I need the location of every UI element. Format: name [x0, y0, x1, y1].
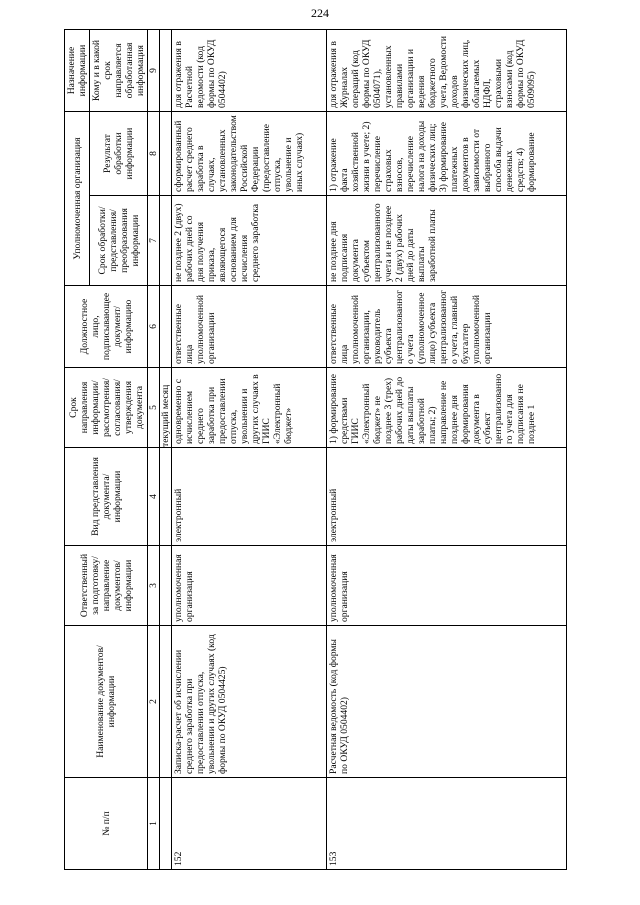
page-number: 224: [311, 6, 329, 20]
row-deadline: 1) формирование средствами ГИИС «Электронный бюджет» не позднее 3 (трех) рабочих дней до даты выплаты заработной платы; 2) направление не позднее дня формирования документа в субъект централизованного учета для подписания не позднее 1: [327, 368, 567, 448]
col-number: 5: [148, 368, 160, 448]
row-processing: не позднее дня подписания документа субъектом централизованного учета и не позднее 2 (двух) рабочих дней до даты выплаты заработной платы: [327, 196, 567, 286]
row-responsible: уполномоченная организация: [172, 546, 327, 626]
table-row: [172, 30, 327, 870]
header-processing: Срок обработки/ представления/ преобразования информации: [90, 196, 148, 286]
col-number: 7: [148, 196, 160, 286]
header-form: Вид представления документа/ информации: [65, 448, 148, 546]
header-destination: Кому и в какой срок направляется обработанная информация: [90, 30, 148, 112]
row-signer: ответственные лица уполномоченной организации: [172, 286, 327, 368]
col-number: 9: [148, 30, 160, 112]
row-destination: для отражения в Журналах операций (код формы по ОКУД 0504071), установленных правилами организации и ведения бюджетного учета, Ведомости доходов физических лиц, облагаемых НДФЛ, страховыми взносами (код формы по ОКУД 0509095): [327, 30, 567, 112]
header-deadline: Срок направления информации/ рассмотрения/ согласования/ утверждения документа: [65, 368, 148, 448]
document-table: [64, 29, 567, 870]
row-result: 1) отражение факта хозяйственной жизни в учете; 2) перечисление страховых взносов, перечисление налога на доходы физических лиц; 3) формирование платежных документов в зависимости от выбранного способа выдачи денежных средств; 4) формирование: [327, 112, 567, 196]
col-number: 3: [148, 546, 160, 626]
row-num: 153: [327, 778, 567, 870]
row-result: сформированный расчет среднего заработка в случаях, установленных законодательством Российской Федерации (предоставление отпуска, увольнение и иных случаях): [172, 112, 327, 196]
header-group-upolnom: Уполномоченная организация: [65, 112, 90, 286]
row-form: электронный: [327, 448, 567, 546]
header-responsible: Ответственный за подготовку/ направление документов/ информации: [65, 546, 148, 626]
row-deadline: одновременно с исчислением среднего заработка при предоставлении отпуска, увольнении и других случаях в ГИИС «Электронный бюджет»: [172, 368, 327, 448]
header-group-naznach: Назначение информации: [65, 30, 90, 112]
header-signer: Должностное лицо, подписывающее документ/ информацию: [65, 286, 148, 368]
header-num: № п/п: [65, 778, 148, 870]
row-signer: ответственные лица уполномоченной организации, руководитель субъекта централизованного учета (уполномоченное лицо) субъекта централизованного учета, главный бухгалтер уполномоченной организации: [327, 286, 567, 368]
row-responsible: уполномоченная организация: [327, 546, 567, 626]
continuation-text: текущий месяц: [160, 368, 172, 448]
col-number: 4: [148, 448, 160, 546]
col-number: 6: [148, 286, 160, 368]
continuation-row: [160, 30, 172, 870]
header-result: Результат обработки информации: [90, 112, 148, 196]
table-row: [327, 30, 567, 870]
col-number: 2: [148, 626, 160, 778]
row-name: Записка-расчет об исчислении среднего заработка при предоставлении отпуска, увольнении и других случаях (код формы по ОКУД 0504425): [172, 626, 327, 778]
row-num: 152: [172, 778, 327, 870]
col-number: 8: [148, 112, 160, 196]
row-name: Расчетная ведомость (код формы по ОКУД 0504402): [327, 626, 567, 778]
header-name: Наименование документов/ информации: [65, 626, 148, 778]
row-destination: для отражения в Расчетной ведомости (код формы по ОКУД 0504402): [172, 30, 327, 112]
rotated-table-container: [64, 30, 610, 870]
row-form: электронный: [172, 448, 327, 546]
col-number: 1: [148, 778, 160, 870]
row-processing: не позднее 2 (двух) рабочих дней со дня получения приказа, являющегося основанием для исчисления среднего заработка: [172, 196, 327, 286]
